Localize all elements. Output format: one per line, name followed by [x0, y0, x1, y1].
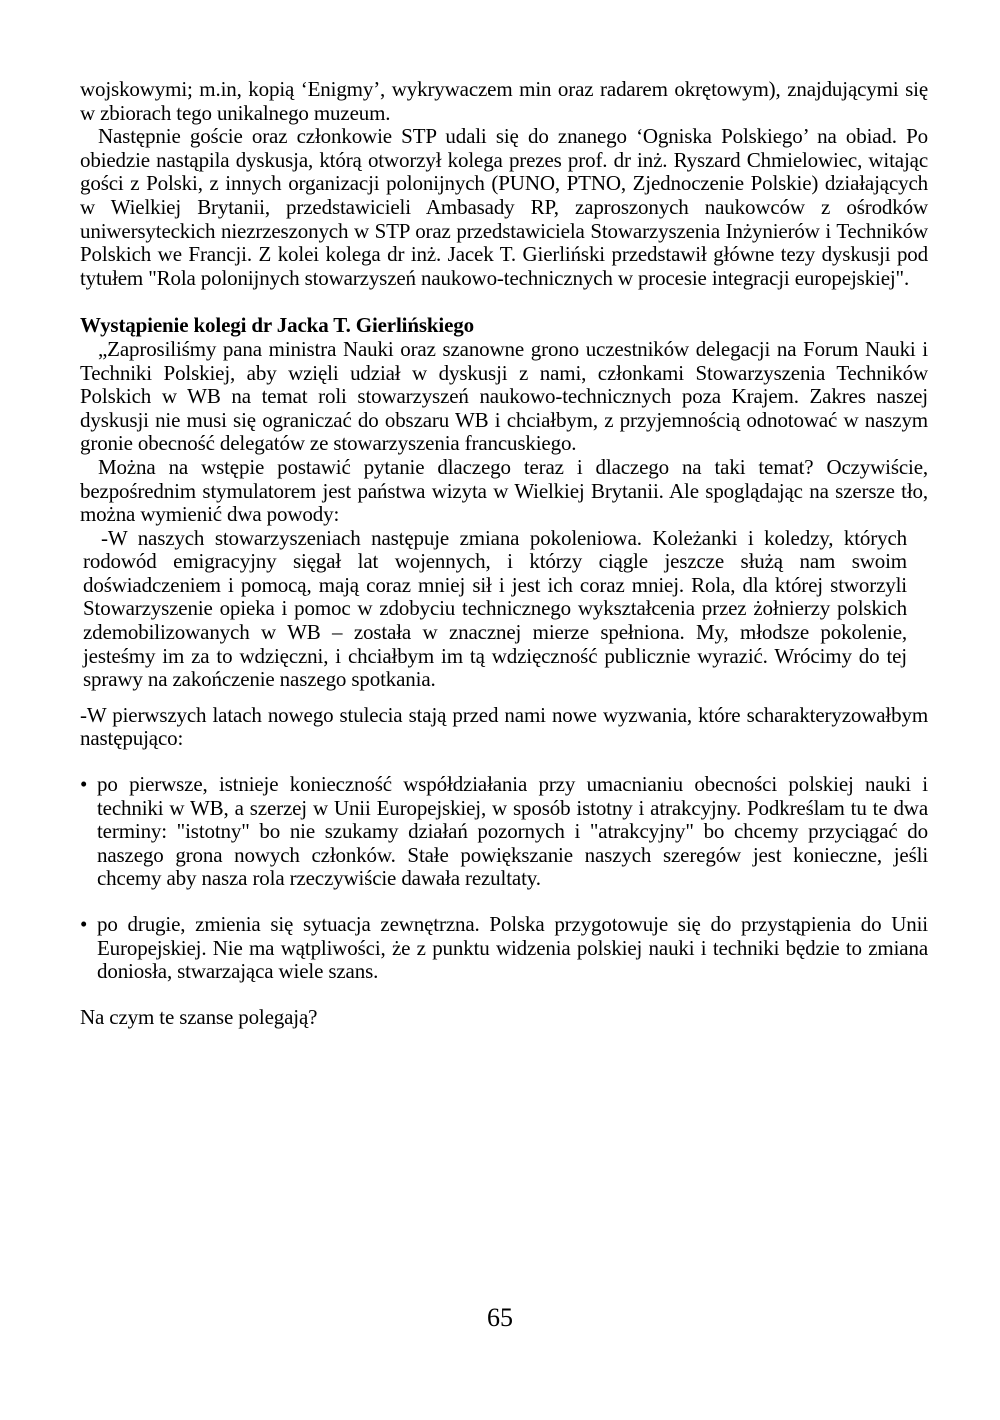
paragraph-generational-change: -W naszych stowarzyszeniach następuje zmiana pokoleniowa. Koleżanki i koledzy, których rodowód emigracyjny sięgał lat wojennych, i którzy ciągle jeszcze służą nam swoim doświadczeniem i pomocą, mają coraz mniej sił i jest ich coraz mniej. Rola, dla której stworzyli Stowarzyszenie opieka i pomoc w zdobyciu technicznego wykształcenia przez żołnierzy polskich zdemobilizowanych w WB – została w znacznej mierze spełniona. My, młodsze pokolenie, jesteśmy im za to wdzięczni, i chciałbym im tą wdzięczność publicznie wyrazić. Wrócimy do tej sprawy na zakończenie naszego spotkania.: [83, 525, 907, 692]
list-item: [80, 773, 928, 891]
closing-question: Na czym te szanse polegają?: [80, 1004, 318, 1029]
generational-change-block: [80, 527, 907, 692]
paragraph-museum-continuation: wojskowymi; m.in, kopią ‘Enigmy’, wykrywaczem min oraz radarem okrętowym), znajdującymi się w zbiorach tego unikalnego muzeum.: [80, 77, 928, 125]
page-number: 65: [487, 1303, 513, 1332]
paragraph-invitation: „Zaprosiliśmy pana ministra Nauki oraz szanowne grono uczestników delegacji na Forum Nauki i Techniki Polskiej, aby wzięli udział w dyskusji z nami, członkami Stowarzyszenia Techników Polskich w WB na temat roli stowarzyszeń naukowo-technicznych poza Krajem. Zakres naszej dyskusji nie musi się ograniczać do obszaru WB i chciałbym, z przyjemnością odnotować w naszym gronie obecność delegatów ze stowarzyszenia francuskiego.: [80, 336, 928, 456]
bullet-text: po drugie, zmienia się sytuacja zewnętrzna. Polska przygotowuje się do przystąpienia do Unii Europejskiej. Nie ma wątpliwości, że z punktu widzenia polskiej nauki i techniki będzie to zmiana doniosła, stwarzająca wiele szans.: [97, 912, 928, 984]
paragraph-question: Można na wstępie postawić pytanie dlaczego teraz i dlaczego na taki temat? Oczywiście, bezpośrednim stymulatorem jest państwa wizyta w Wielkiej Brytanii. Ale spoglądając na szersze tło, można wymienić dwa powody:: [80, 454, 928, 527]
section-heading: Wystąpienie kolegi dr Jacka T. Gierlińskiego: [80, 313, 474, 338]
bullet-text: po pierwsze, istnieje konieczność współdziałania przy umacnianiu obecności polskiej nauki i techniki w WB, a szerzej w Unii Europejskiej, w sposób istotny i atrakcyjny. Podkreślam tu te dwa terminy: "istotny" bo nie szukamy działań pozornych i "atrakcyjny" bo chcemy przyciągać do naszego grona nowych członków. Stałe powiększanie naszych szeregów jest konieczne, jeśli chcemy aby nasza rola rzeczywiście dawała rezultaty.: [97, 772, 928, 891]
list-item: [80, 913, 928, 984]
bullet-icon: •: [80, 772, 88, 797]
challenges-list: [80, 773, 928, 984]
paragraph-new-challenges: -W pierwszych latach nowego stulecia stają przed nami nowe wyzwania, które scharakteryzowałbym następująco:: [80, 702, 928, 751]
bullet-icon: •: [80, 912, 88, 936]
document-page: [80, 78, 928, 1029]
paragraph-dinner-discussion: Następnie goście oraz członkowie STP udali się do znanego ‘Ogniska Polskiego’ na obiad. Po obiedzie nastąpila dyskusja, którą otworzył kolega prezes prof. dr inż. Ryszard Chmielowiec, witając gości z Polski, z innych organizacji polonijnych (PUNO, PTNO, Zjednoczenie Polskie) działających w Wielkiej Brytanii, przedstawicieli Ambasady RP, zaproszonych naukowców z ośrodków uniwersyteckich niezrzeszonych w STP oraz przedstawiciela Stowarzyszenia Inżynierów i Techników Polskich we Francji. Z kolei kolega dr inż. Jacek T. Gierliński przedstawił główne tezy dyskusji pod tytułem "Rola polonijnych stowarzyszeń naukowo-technicznych w procesie integracji europejskiej".: [80, 124, 928, 290]
